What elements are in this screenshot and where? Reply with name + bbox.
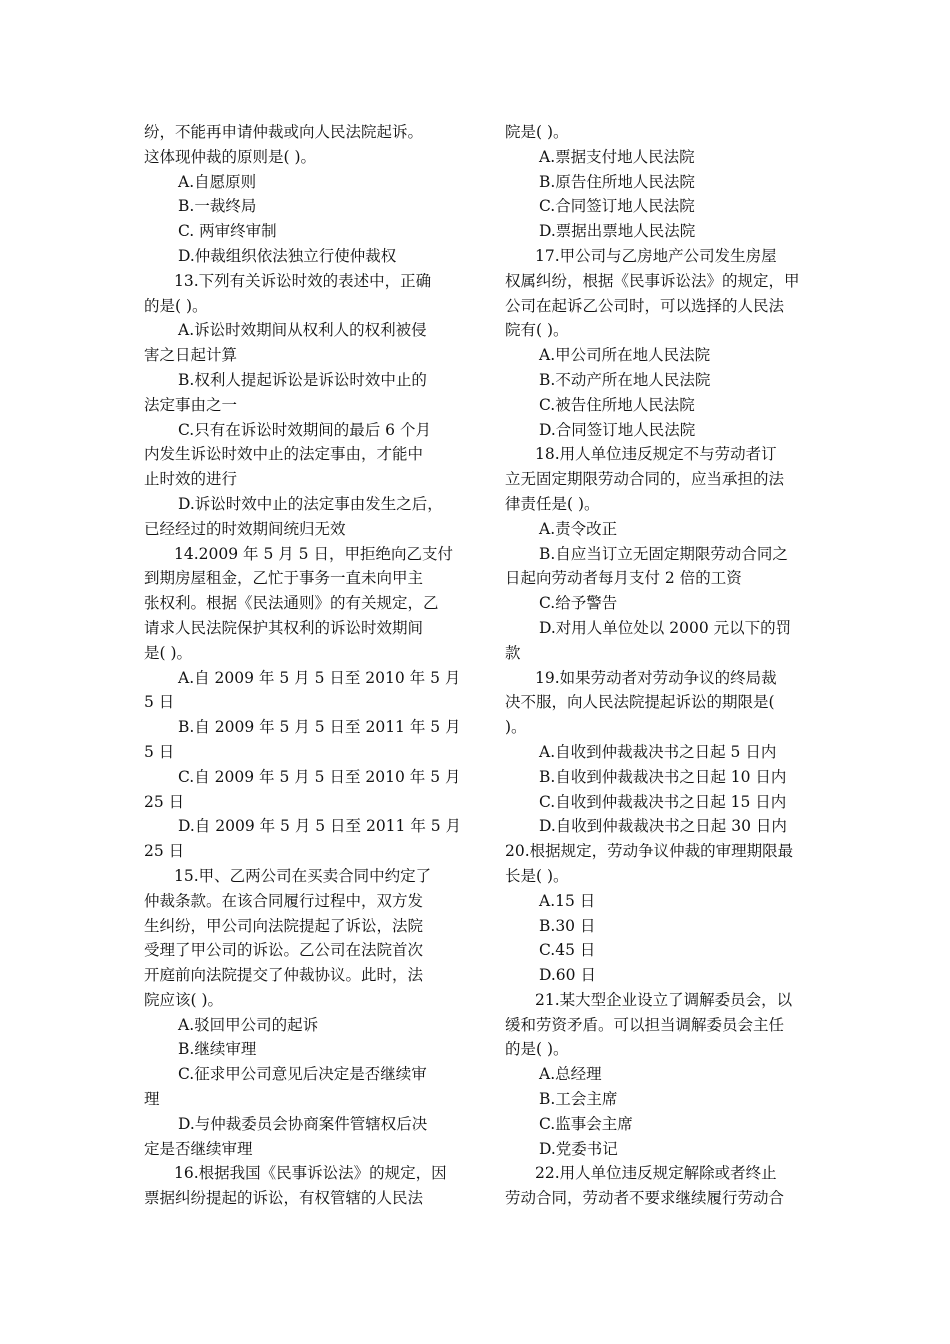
text-line: C.只有在诉讼时效期间的最后 6 个月 xyxy=(178,420,431,439)
text-line: D.自 2009 年 5 月 5 日至 2011 年 5 月 xyxy=(178,817,462,836)
text-line: 律责任是( )。 xyxy=(505,494,600,513)
text-line: B.自应当订立无固定期限劳动合同之 xyxy=(539,544,788,563)
text-line: B.权利人提起诉讼是诉讼时效中止的 xyxy=(178,370,427,389)
text-line: 院是( )。 xyxy=(505,123,569,141)
text-line: D.仲裁组织依法独立行使仲裁权 xyxy=(178,246,397,265)
text-line: C.自 2009 年 5 月 5 日至 2010 年 5 月 xyxy=(178,767,461,786)
text-line: B.原告住所地人民法院 xyxy=(539,172,695,191)
text-line: 25 日 xyxy=(144,842,185,861)
text-line: 公司在起诉乙公司时，可以选择的人民法 xyxy=(505,296,785,315)
text-line: 的是( )。 xyxy=(144,296,208,315)
text-line: D.诉讼时效中止的法定事由发生之后， xyxy=(178,494,443,513)
text-line: 张权利。根据《民法通则》的有关规定，乙 xyxy=(144,594,439,613)
text-line: C.自收到仲裁裁决书之日起 15 日内 xyxy=(539,792,787,811)
text-line: B.继续审理 xyxy=(178,1040,257,1059)
text-line: A.总经理 xyxy=(539,1065,602,1084)
text-line: 款 xyxy=(505,643,521,662)
text-line: A.诉讼时效期间从权利人的权利被侵 xyxy=(178,321,427,340)
text-line: 纷，不能再申请仲裁或向人民法院起诉。 xyxy=(144,123,424,141)
text-line: A.责令改正 xyxy=(539,519,618,538)
text-line: B.自 2009 年 5 月 5 日至 2011 年 5 月 xyxy=(178,718,461,737)
text-line: B.一裁终局 xyxy=(178,197,257,216)
text-line: D.党委书记 xyxy=(539,1139,618,1158)
text-line: 止时效的进行 xyxy=(144,470,238,489)
text-line: C. 两审终审制 xyxy=(178,222,277,241)
text-line: 受理了甲公司的诉讼。乙公司在法院首次 xyxy=(144,941,424,960)
text-line: A.甲公司所在地人民法院 xyxy=(539,346,711,365)
text-line: 日起向劳动者每月支付 2 倍的工资 xyxy=(505,569,742,588)
text-line: 5 日 xyxy=(144,742,175,761)
text-line: 理 xyxy=(144,1090,160,1109)
text-line: 14.2009 年 5 月 5 日，甲拒绝向乙支付 xyxy=(174,544,453,563)
text-line: 院应该( )。 xyxy=(144,990,224,1009)
text-line: 是( )。 xyxy=(144,643,193,662)
text-line: 的是( )。 xyxy=(505,1040,569,1059)
text-line: 票据纠纷提起的诉讼，有权管辖的人民法 xyxy=(144,1189,424,1208)
text-line: 16.根据我国《民事诉讼法》的规定，因 xyxy=(174,1164,447,1183)
text-line: 决不服，向人民法院提起诉讼的期限是( xyxy=(505,693,775,712)
text-line: 17.甲公司与乙房地产公司发生房屋 xyxy=(535,246,777,265)
text-line: 法定事由之一 xyxy=(144,395,238,414)
text-line: B.不动产所在地人民法院 xyxy=(539,370,711,389)
text-line: C.监事会主席 xyxy=(539,1114,633,1133)
text-line: 13.下列有关诉讼时效的表述中，正确 xyxy=(174,271,432,290)
text-line: A.自收到仲裁裁决书之日起 5 日内 xyxy=(539,742,777,761)
text-line: 定是否继续审理 xyxy=(144,1139,253,1158)
text-line: D.与仲裁委员会协商案件管辖权后决 xyxy=(178,1114,428,1133)
text-line: A.驳回甲公司的起诉 xyxy=(178,1015,319,1034)
text-line: 权属纠纷，根据《民事诉讼法》的规定，甲 xyxy=(505,271,800,290)
text-line: 害之日起计算 xyxy=(144,346,238,365)
left-column xyxy=(144,120,462,1211)
text-line: D.票据出票地人民法院 xyxy=(539,222,696,241)
text-line: 请求人民法院保护其权利的诉讼时效期间 xyxy=(144,618,424,637)
text-line: 已经经过的时效期间统归无效 xyxy=(144,519,346,538)
text-line: 22.用人单位违反规定解除或者终止 xyxy=(535,1164,777,1183)
text-line: 劳动合同，劳动者不要求继续履行劳动合 xyxy=(505,1189,785,1208)
text-line: 21.某大型企业设立了调解委员会，以 xyxy=(535,990,793,1009)
text-line: 15.甲、乙两公司在买卖合同中约定了 xyxy=(174,866,432,885)
text-line: 这体现仲裁的原则是( )。 xyxy=(144,147,317,166)
text-line: 19.如果劳动者对劳动争议的终局裁 xyxy=(535,668,777,687)
text-line: )。 xyxy=(505,718,527,737)
text-line: A.票据支付地人民法院 xyxy=(539,147,695,166)
text-line: C.合同签订地人民法院 xyxy=(539,197,695,216)
text-line: C.给予警告 xyxy=(539,594,618,613)
text-line: C.征求甲公司意见后决定是否继续审 xyxy=(178,1065,427,1084)
text-line: D.60 日 xyxy=(539,966,596,985)
text-line: 25 日 xyxy=(144,792,185,811)
text-line: 20.根据规定，劳动争议仲裁的审理期限最 xyxy=(505,842,794,861)
text-line: 缓和劳资矛盾。可以担当调解委员会主任 xyxy=(505,1015,785,1034)
right-column xyxy=(505,120,809,1211)
text-line: 5 日 xyxy=(144,693,175,712)
text-line: C.被告住所地人民法院 xyxy=(539,395,695,414)
text-line: A.15 日 xyxy=(539,891,596,910)
text-line: A.自 2009 年 5 月 5 日至 2010 年 5 月 xyxy=(178,668,461,687)
text-line: 仲裁条款。在该合同履行过程中，双方发 xyxy=(144,891,424,910)
text-line: D.对用人单位处以 2000 元以下的罚 xyxy=(539,618,792,637)
text-line: C.45 日 xyxy=(539,941,596,960)
text-line: 生纠纷，甲公司向法院提起了诉讼，法院 xyxy=(144,916,424,935)
text-line: D.自收到仲裁裁决书之日起 30 日内 xyxy=(539,817,787,836)
text-line: 立无固定期限劳动合同的，应当承担的法 xyxy=(505,470,785,489)
text-line: 到期房屋租金，乙忙于事务一直未向甲主 xyxy=(144,569,424,588)
text-line: B.30 日 xyxy=(539,916,596,935)
text-line: 18.用人单位违反规定不与劳动者订 xyxy=(535,445,777,464)
text-line: 长是( )。 xyxy=(505,866,569,885)
text-line: B.工会主席 xyxy=(539,1090,618,1109)
text-line: D.合同签订地人民法院 xyxy=(539,420,696,439)
text-line: 内发生诉讼时效中止的法定事由，才能中 xyxy=(144,445,424,464)
text-line: B.自收到仲裁裁决书之日起 10 日内 xyxy=(539,767,787,786)
text-line: 院有( )。 xyxy=(505,321,569,340)
text-line: 开庭前向法院提交了仲裁协议。此时，法 xyxy=(144,966,424,985)
text-line: A.自愿原则 xyxy=(178,172,257,191)
